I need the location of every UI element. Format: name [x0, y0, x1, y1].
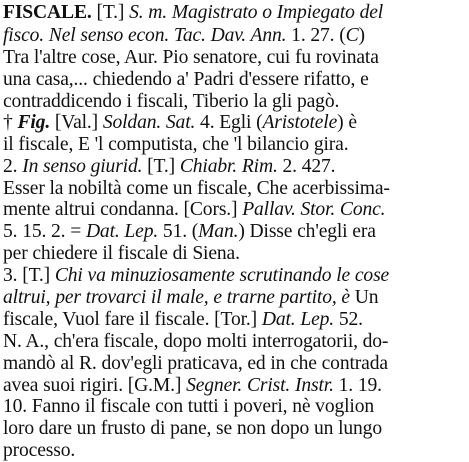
entry-line — [3, 287, 378, 309]
italic-text: C — [345, 25, 359, 46]
entry-text: [Val.] — [50, 112, 103, 133]
entry-text: il fiscale, E 'l computista, che 'l bilancio gira. — [3, 134, 349, 155]
italic-text: Soldan. Sat. — [102, 112, 196, 133]
entry-text: 2. 427. — [277, 156, 336, 177]
entry-line — [3, 178, 390, 200]
entry-line — [3, 2, 383, 24]
italic-text: altrui, per trovarci il male, e trarne partito, è — [3, 287, 350, 308]
entry-text: contraddicendo i fiscali, Tiberio la gli pagò. — [3, 91, 340, 112]
entry-text: 3. [T.] — [3, 265, 55, 286]
italic-text: Fig. — [17, 112, 51, 133]
entry-line — [3, 69, 369, 91]
entry-text: una casa,... chiedendo a' Padri d'essere rifatto, e — [3, 69, 369, 90]
entry-text: Esser la nobiltà come un fiscale, Che acerbissima- — [3, 178, 390, 199]
italic-text: Man. — [198, 221, 239, 242]
headword: FISCALE. — [3, 2, 92, 23]
italic-text: Dat. Lep. — [85, 221, 159, 242]
entry-line — [3, 418, 382, 440]
italic-text: Chi va minuziosamente scrutinando le cose — [54, 265, 390, 286]
entry-text: N. A., ch'era fiscale, dopo molti interrogatorii, do- — [3, 331, 389, 352]
entry-text: loro dare un frusto di pane, se non dopo un lungo — [3, 418, 382, 439]
italic-text: Chiabr. Rim. — [179, 156, 278, 177]
entry-line — [3, 221, 376, 243]
italic-text: Dat. Lep. — [261, 309, 335, 330]
entry-line — [3, 440, 75, 462]
entry-text: ) Disse ch'egli era — [238, 221, 376, 242]
entry-line — [3, 243, 240, 265]
entry-text: † — [3, 112, 18, 133]
entry-text: 1. 19. — [333, 375, 382, 396]
entry-text: fiscale, Vuol fare il fiscale. [Tor.] — [3, 309, 262, 330]
entry-text: 10. Fanno il fiscale con tutti i poveri, nè voglion — [3, 396, 375, 417]
italic-text: In senso giurid. — [22, 156, 143, 177]
entry-text: per chiedere il fiscale di Siena. — [3, 243, 240, 264]
entry-line — [3, 265, 389, 287]
entry-line — [3, 375, 382, 397]
entry-text: Un — [349, 287, 379, 308]
entry-text: 1. 27. ( — [286, 25, 346, 46]
italic-text: Aristotele — [262, 112, 338, 133]
entry-line — [3, 396, 374, 418]
entry-text: 2. — [3, 156, 23, 177]
entry-line — [3, 331, 388, 353]
entry-line — [3, 112, 357, 134]
entry-line — [3, 91, 339, 113]
entry-text: mente altrui condanna. [Cors.] — [3, 199, 243, 220]
italic-text: Pallav. Stor. Conc. — [242, 199, 386, 220]
entry-text: [T.] — [142, 156, 180, 177]
italic-text: fisco. Nel senso econ. Tac. Dav. Ann. — [3, 25, 287, 46]
entry-text: 51. ( — [158, 221, 199, 242]
italic-text: Segner. Crist. Instr. — [186, 375, 334, 396]
entry-text: ) — [358, 25, 365, 46]
entry-line — [3, 199, 385, 221]
entry-text: 4. Egli ( — [195, 112, 263, 133]
entry-text: ) è — [337, 112, 357, 133]
entry-line — [3, 309, 363, 331]
entry-line — [3, 156, 335, 178]
entry-text: avea suoi rigiri. [G.M.] — [3, 375, 187, 396]
entry-line — [3, 134, 348, 156]
entry-text: [T.] — [91, 2, 130, 23]
entry-text: mandò al R. dov'egli praticava, ed in che contrada — [3, 353, 388, 374]
entry-line — [3, 25, 365, 47]
italic-text: S. m. Magistrato o Impiegato del — [129, 2, 384, 23]
entry-text: Tra l'altre cose, Aur. Pio senatore, cui fu rovinata — [3, 47, 379, 68]
entry-text: 52. — [334, 309, 363, 330]
entry-text: 5. 15. 2. = — [3, 221, 86, 242]
entry-line — [3, 353, 388, 375]
entry-line — [3, 47, 379, 69]
entry-text: processo. — [3, 440, 76, 461]
